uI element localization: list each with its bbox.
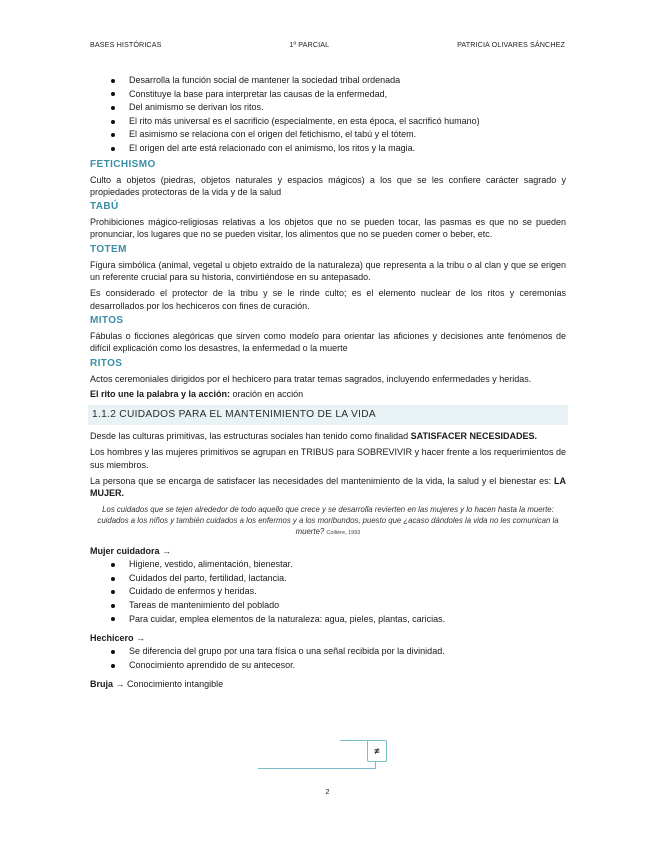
hechicero-label: [90, 632, 566, 645]
totem-text-2: Es considerado el protector de la tribu y se le rinde culto; es el elemento nuclear de los ritos y ceremonias desarrollados por los hechiceros con fines de curación.: [90, 288, 566, 311]
bruja-text: Conocimiento intangible: [127, 679, 224, 690]
rito-value: oración en acción: [230, 388, 304, 399]
intro-bullet-list: [90, 74, 566, 156]
list-item: Desarrolla la función social de mantener la sociedad tribal ordenada: [90, 74, 566, 88]
fetichismo-text: Culto a objetos (piedras, objetos naturales y espacios mágicos) a los que se les confiere carácter sagrado y propiedades protectoras de la vida y de la salud: [90, 174, 566, 197]
cuidados-paragraph-2: [90, 446, 566, 471]
text-span: Los hombres y las mujeres primitivos se agrupan en: [90, 447, 301, 458]
quote-block: [94, 504, 562, 540]
bold-span: SATISFACER NECESIDADES.: [410, 431, 538, 442]
ritos-text: Actos ceremoniales dirigidos por el hechicero para tratar temas sagrados, incluyendo enfermedades y heridas.: [90, 373, 532, 384]
text-span: Desde las culturas primitivas, las estructuras sociales han tenido como finalidad: [90, 431, 411, 442]
page-content: [90, 74, 566, 691]
list-item: Se diferencia del grupo por una tara física o una señal recibida por la divinidad.: [90, 645, 566, 659]
fetichismo-heading: FETICHISMO: [90, 158, 156, 170]
rito-definition: [90, 388, 566, 400]
rito-label: El rito une la palabra y la acción:: [90, 388, 231, 399]
tabu-text: Prohibiciones mágico-religiosas relativas a los objetos que no se pueden tocar, las pasmas es que no se pueden pronunciar, los lugares que no se pueden visitar, los alimentos que no se pueden comer o beber, etc.: [90, 217, 566, 240]
list-item: Del animismo se derivan los ritos.: [90, 101, 566, 115]
list-item: Constituye la base para interpretar las causas de la enfermedad,: [90, 88, 566, 102]
list-item: Para cuidar, emplea elementos de la naturaleza: agua, pieles, plantas, caricias.: [90, 613, 566, 627]
quote-citation: Collière, 1993: [326, 530, 361, 537]
arrow-icon: →: [133, 633, 146, 644]
arrow-icon: →: [159, 546, 172, 557]
connector-line: [258, 768, 376, 769]
totem-text-1: Figura simbólica (animal, vegetal u objeto extraído de la naturaleza) que representa a la tribu o al clan y que se erigen un referente crucial para su historia, convirtiéndose en su antepasado.: [90, 259, 566, 283]
bruja-line: [90, 678, 566, 691]
list-item: El rito más universal es el sacrificio (especialmente, en esta época, el sacrificó humano): [90, 115, 566, 129]
quote-text: Los cuidados que se tejen alrededor de todo aquello que crece y se desarrolla revierten en las mujeres y lo hacen hasta la muerte: cuidados a los niños y también cuidados a los enfermos y a los moribundos, puesto que ¿acaso dándoles la vida no les comunican la muerte?: [97, 504, 559, 537]
bruja-label-text: Bruja: [90, 679, 114, 690]
arrow-icon: →: [113, 679, 128, 690]
totem-heading: TOTEM: [90, 243, 127, 255]
mitos-heading: MITOS: [90, 314, 124, 326]
mitos-text: Fábulas o ficciones alegóricas que sirven como modelo para orientar las aficiones y decisiones ante fenómenos de difícil explicación como los desastres, la enfermedad o la muerte: [90, 330, 566, 354]
mujer-bullet-list: [90, 558, 566, 626]
text-span: La persona que se encarga de satisfacer las necesidades del mantenimiento de la vida, la salud y el bienestar es:: [90, 476, 554, 487]
list-item: El asimismo se relaciona con el origen del fetichismo, el tabú y el tótem.: [90, 128, 566, 142]
not-equal-icon: ≠: [367, 740, 387, 762]
connector-line: [340, 740, 368, 741]
list-item: Tareas de mantenimiento del poblado: [90, 599, 566, 613]
header-subject: BASES HISTÓRICAS: [90, 40, 162, 49]
cuidados-paragraph-1: [90, 430, 566, 442]
mujer-label-text: Mujer cuidadora: [90, 546, 160, 557]
ritos-heading: RITOS: [90, 357, 123, 369]
list-item: El origen del arte está relacionado con el animismo, los ritos y la magia.: [90, 142, 566, 156]
hechicero-label-text: Hechicero: [90, 633, 134, 644]
page-header: [90, 40, 565, 49]
list-item: Cuidado de enfermos y heridas.: [90, 585, 566, 599]
text-span: SOBREVIVIR: [357, 447, 413, 458]
mujer-label: [90, 545, 566, 558]
hechicero-bullet-list: [90, 645, 566, 672]
text-span: y hacer frente a los requerimientos de sus miembros.: [90, 447, 567, 470]
header-term: 1º PARCIAL: [289, 40, 330, 49]
text-span: TRIBUS: [300, 447, 334, 458]
text-span: para: [333, 447, 358, 458]
list-item: Higiene, vestido, alimentación, bienestar.: [90, 558, 566, 572]
tabu-heading: TABÚ: [90, 201, 119, 213]
header-author: PATRICIA OLIVARES SÁNCHEZ: [457, 40, 565, 49]
bold-span: LA MUJER.: [90, 476, 566, 499]
cuidados-paragraph-3: [90, 475, 566, 500]
list-item: Conocimiento aprendido de su antecesor.: [90, 659, 566, 673]
list-item: Cuidados del parto, fertilidad, lactancia.: [90, 572, 566, 586]
connector-line: [375, 761, 376, 768]
section-heading-cuidados: 1.1.2 CUIDADOS PARA EL MANTENIMIENTO DE LA VIDA: [88, 405, 568, 425]
page-number: 2: [325, 787, 330, 796]
